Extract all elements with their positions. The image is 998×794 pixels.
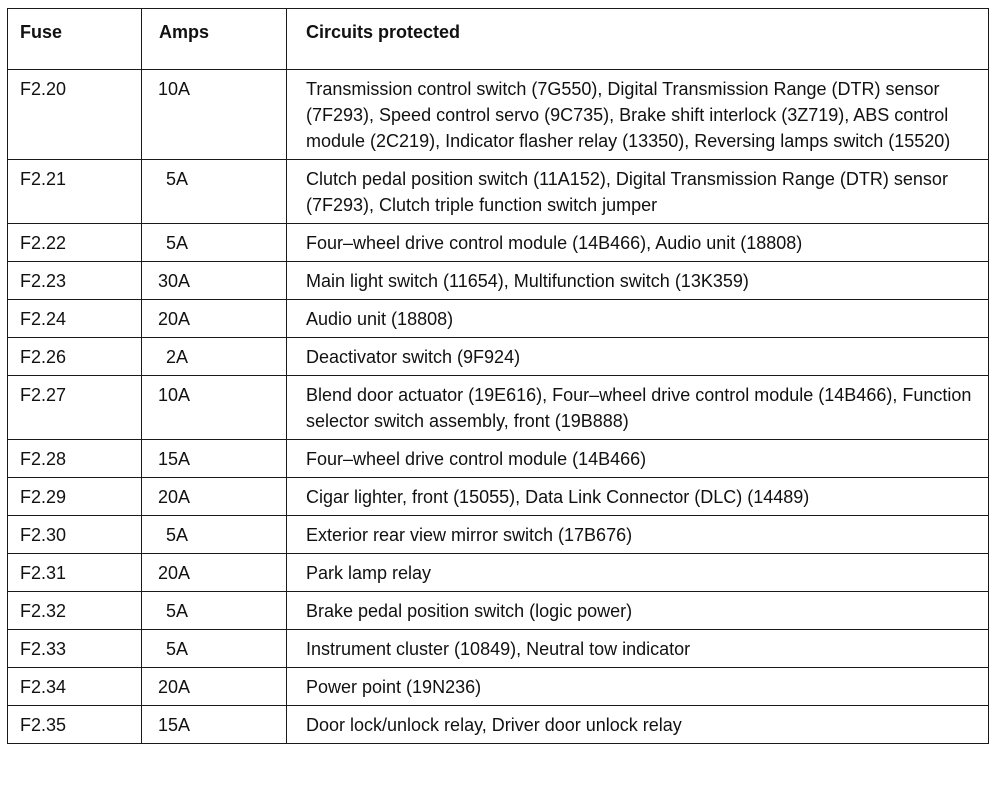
circuits-cell: Four–wheel drive control module (14B466) <box>287 440 989 478</box>
table-row <box>8 224 989 262</box>
circuits-cell: Exterior rear view mirror switch (17B676) <box>287 516 989 554</box>
fuse-cell: F2.20 <box>8 70 142 160</box>
header-fuse: Fuse <box>8 9 142 70</box>
amps-cell: 10A <box>142 70 287 160</box>
amps-cell: 15A <box>142 706 287 744</box>
fuse-cell: F2.26 <box>8 338 142 376</box>
table-row <box>8 376 989 440</box>
table-row <box>8 478 989 516</box>
amps-cell: 2A <box>142 338 287 376</box>
amps-cell: 20A <box>142 478 287 516</box>
fuse-cell: F2.35 <box>8 706 142 744</box>
header-amps: Amps <box>142 9 287 70</box>
amps-cell: 10A <box>142 376 287 440</box>
fuse-cell: F2.22 <box>8 224 142 262</box>
amps-cell: 5A <box>142 592 287 630</box>
circuits-cell: Deactivator switch (9F924) <box>287 338 989 376</box>
fuse-table <box>7 8 989 744</box>
fuse-cell: F2.23 <box>8 262 142 300</box>
circuits-cell: Four–wheel drive control module (14B466), Audio unit (18808) <box>287 224 989 262</box>
circuits-cell: Clutch pedal position switch (11A152), Digital Transmission Range (DTR) sensor (7F293), Clutch triple function switch jumper <box>287 160 989 224</box>
table-row <box>8 592 989 630</box>
table-row <box>8 70 989 160</box>
circuits-cell: Blend door actuator (19E616), Four–wheel drive control module (14B466), Function selector switch assembly, front (19B888) <box>287 376 989 440</box>
fuse-cell: F2.24 <box>8 300 142 338</box>
amps-cell: 20A <box>142 300 287 338</box>
fuse-cell: F2.29 <box>8 478 142 516</box>
amps-cell: 5A <box>142 516 287 554</box>
fuse-cell: F2.30 <box>8 516 142 554</box>
table-row <box>8 262 989 300</box>
circuits-cell: Audio unit (18808) <box>287 300 989 338</box>
fuse-cell: F2.34 <box>8 668 142 706</box>
fuse-cell: F2.28 <box>8 440 142 478</box>
fuse-cell: F2.32 <box>8 592 142 630</box>
table-row <box>8 160 989 224</box>
circuits-cell: Instrument cluster (10849), Neutral tow indicator <box>287 630 989 668</box>
table-row <box>8 300 989 338</box>
table-row <box>8 554 989 592</box>
amps-cell: 20A <box>142 554 287 592</box>
table-row <box>8 706 989 744</box>
fuse-cell: F2.31 <box>8 554 142 592</box>
amps-cell: 5A <box>142 630 287 668</box>
amps-cell: 5A <box>142 224 287 262</box>
header-row <box>8 9 989 70</box>
circuits-cell: Cigar lighter, front (15055), Data Link Connector (DLC) (14489) <box>287 478 989 516</box>
circuits-cell: Main light switch (11654), Multifunction switch (13K359) <box>287 262 989 300</box>
fuse-cell: F2.33 <box>8 630 142 668</box>
table-row <box>8 338 989 376</box>
table-row <box>8 668 989 706</box>
circuits-cell: Power point (19N236) <box>287 668 989 706</box>
amps-cell: 20A <box>142 668 287 706</box>
fuse-cell: F2.27 <box>8 376 142 440</box>
amps-cell: 5A <box>142 160 287 224</box>
table-row <box>8 630 989 668</box>
amps-cell: 15A <box>142 440 287 478</box>
circuits-cell: Brake pedal position switch (logic power) <box>287 592 989 630</box>
circuits-cell: Park lamp relay <box>287 554 989 592</box>
amps-cell: 30A <box>142 262 287 300</box>
table-header <box>8 9 989 70</box>
fuse-cell: F2.21 <box>8 160 142 224</box>
table-row <box>8 516 989 554</box>
circuits-cell: Transmission control switch (7G550), Digital Transmission Range (DTR) sensor (7F293), Speed control servo (9C735), Brake shift interlock (3Z719), ABS control module (2C219), Indicator flasher relay (13350), Reversing lamps switch (15520) <box>287 70 989 160</box>
table-body <box>8 70 989 744</box>
table-row <box>8 440 989 478</box>
circuits-cell: Door lock/unlock relay, Driver door unlock relay <box>287 706 989 744</box>
header-circuits: Circuits protected <box>287 9 989 70</box>
